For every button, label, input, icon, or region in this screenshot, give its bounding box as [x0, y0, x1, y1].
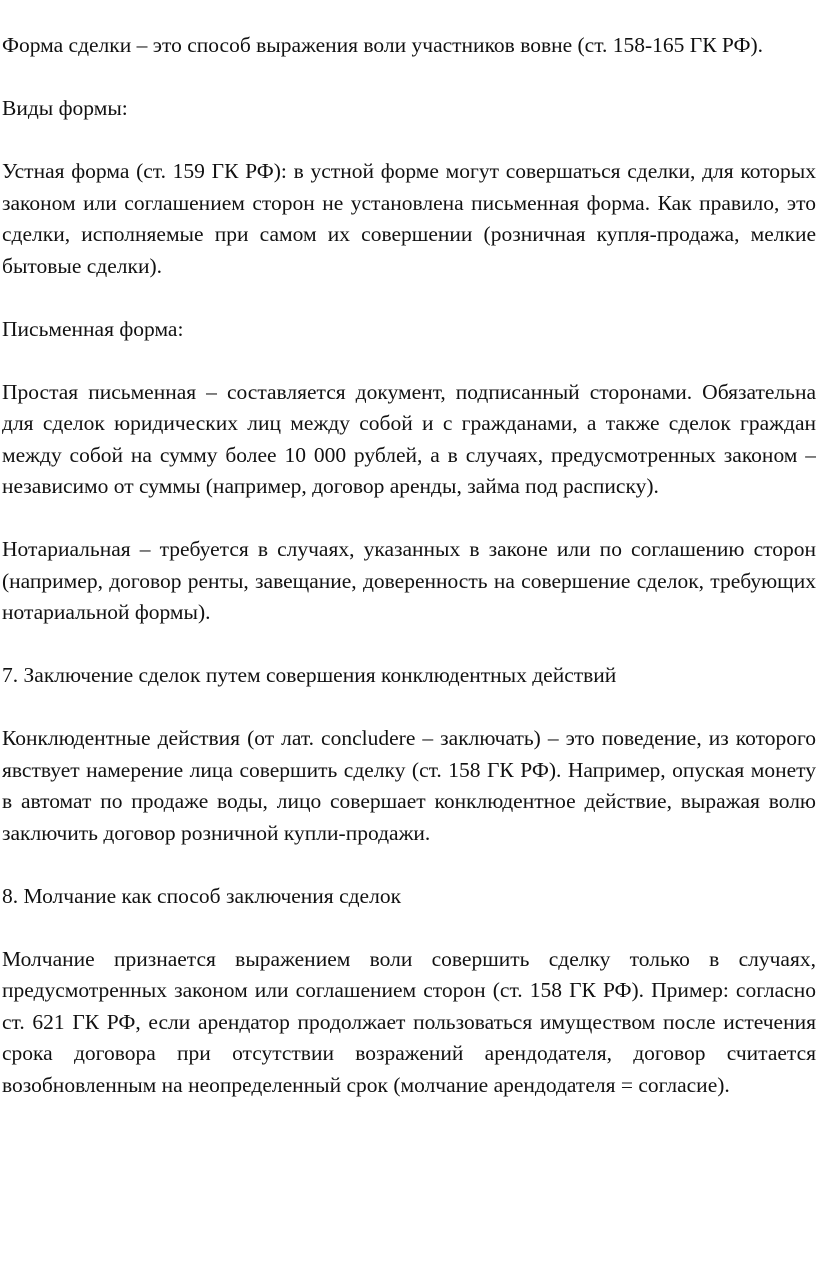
paragraph-conclusive-actions: Конклюдентные действия (от лат. concludere – заключать) – это поведение, из которого явствует намерение лица совершить сделку (ст. 158 ГК РФ). Например, опуская монету в автомат по продаже воды, лицо совершает конклюдентное действие, выражая волю заключить договор розничной купли-продажи. — [2, 726, 816, 845]
heading-written-form: Письменная форма: — [2, 316, 184, 341]
paragraph-simple-written: Простая письменная – составляется документ, подписанный сторонами. Обязательна для сделок юридических лиц между собой и с гражданами, а также сделок граждан между собой на сумму более 10 000 рублей, а в случаях, предусмотренных законом – независимо от суммы (например, договор аренды, займа под расписку). — [2, 379, 816, 498]
paragraph-oral-form: Устная форма (ст. 159 ГК РФ): в устной форме могут совершаться сделки, для которых законом или соглашением сторон не установлена письменная форма. Как правило, это сделки, исполняемые при самом их совершении (розничная купля-продажа, мелкие бытовые сделки). — [2, 159, 816, 278]
heading-form-types: Виды формы: — [2, 96, 128, 120]
paragraph-definition: Форма сделки – это способ выражения воли участников вовне (ст. 158-165 ГК РФ). — [2, 33, 764, 57]
heading-section-8: 8. Молчание как способ заключения сделок — [2, 883, 402, 908]
paragraph-notarial: Нотариальная – требуется в случаях, указанных в законе или по соглашению сторон (например, договор ренты, завещание, доверенность на совершение сделок, требующих нотариальной формы). — [2, 537, 816, 624]
heading-section-7: 7. Заключение сделок путем совершения конклюдентных действий — [2, 663, 617, 687]
paragraph-silence: Молчание признается выражением воли совершить сделку только в случаях, предусмотренных законом или соглашением сторон (ст. 158 ГК РФ). Пример: согласно ст. 621 ГК РФ, если арендатор продолжает пользоваться имуществом после истечения срока договора при отсутствии возражений арендодателя, договор считается возобновленным на неопределенный срок (молчание арендодателя = согласие). — [2, 946, 816, 1097]
